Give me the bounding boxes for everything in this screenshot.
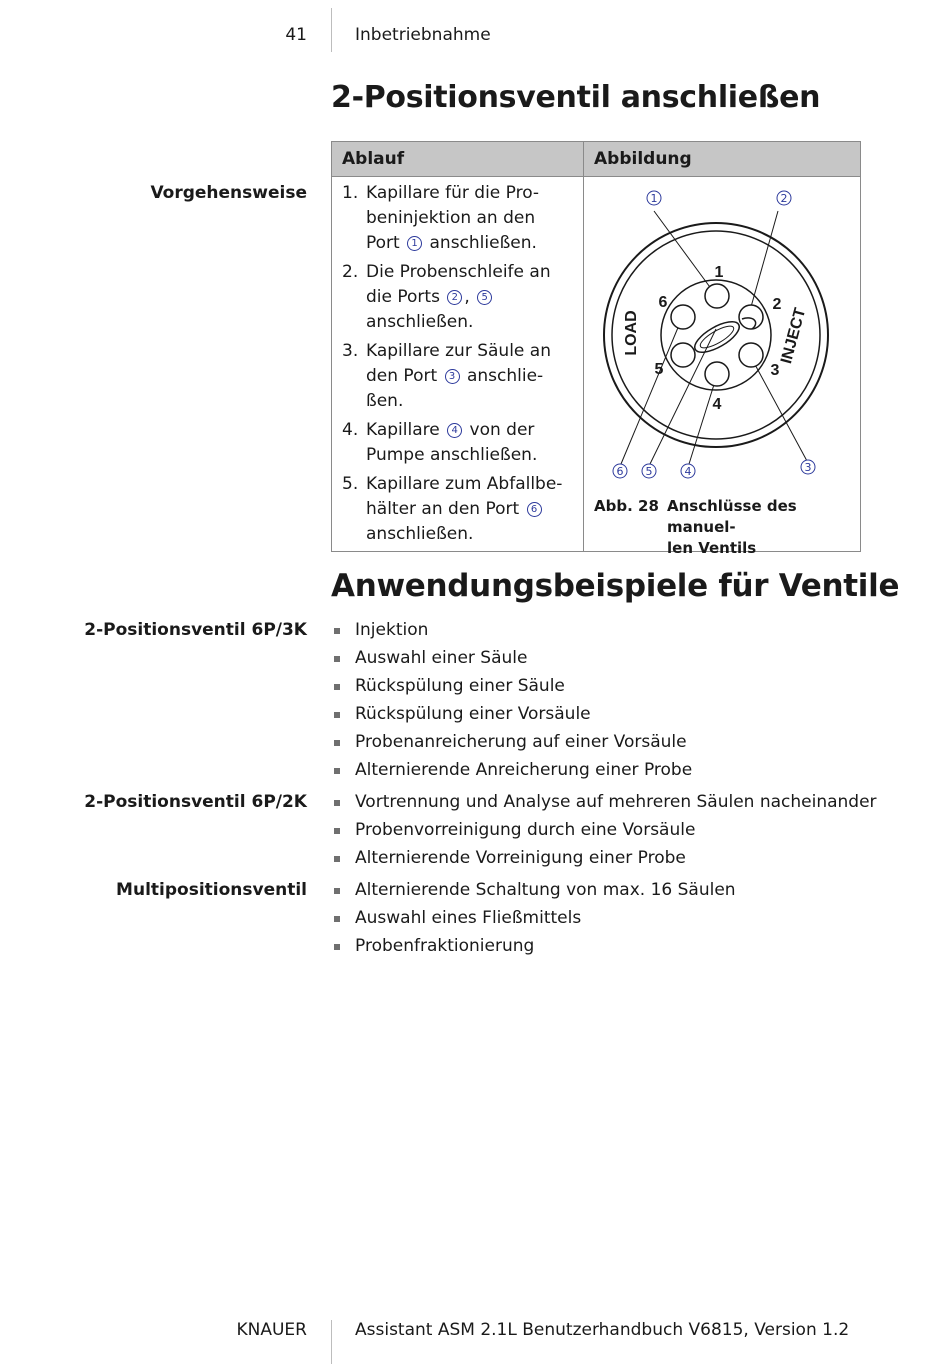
port-2 — [739, 305, 763, 329]
port-5 — [671, 343, 695, 367]
port-1 — [705, 284, 729, 308]
bullet-item: Auswahl einer Säule — [331, 644, 692, 672]
bullet-item: Probenvorreinigung durch eine Vorsäule — [331, 816, 877, 844]
callout-6: 6 — [616, 465, 624, 478]
port-3 — [739, 343, 763, 367]
callout-3: 3 — [804, 461, 812, 474]
procedure-table — [331, 141, 861, 557]
step-item — [342, 472, 583, 547]
bullet-item: Alternierende Anreicherung einer Probe — [331, 756, 692, 784]
port-6 — [671, 305, 695, 329]
step-item — [342, 418, 583, 468]
side-label-multiposition: Multipositionsventil — [116, 880, 307, 900]
column-header-steps: Ablauf — [332, 142, 584, 177]
load-label: LOAD — [623, 310, 640, 356]
bullet-item: Auswahl eines Fließmittels — [331, 904, 736, 932]
bullet-item: Alternierende Vorreinigung einer Probe — [331, 844, 877, 872]
bullet-item: Rückspülung einer Säule — [331, 672, 692, 700]
side-label-6p2k: 2-Positionsventil 6P/2K — [84, 792, 307, 812]
rotor-groove — [690, 316, 743, 358]
step-number: 4. — [342, 420, 359, 440]
bullet-item: Probenfraktionierung — [331, 932, 736, 960]
header-section-title: Inbetriebnahme — [355, 25, 491, 45]
bullet-list-6p3k — [331, 616, 692, 784]
port-label-5: 5 — [654, 361, 664, 378]
figure-caption — [594, 496, 860, 559]
step-item — [342, 260, 583, 335]
section-title-valve-connection: 2-Positionsventil anschließen — [331, 80, 821, 115]
side-label-6p3k: 2-Positionsventil 6P/3K — [84, 620, 307, 640]
figure-cell — [584, 177, 861, 557]
step-list — [332, 177, 583, 547]
step-text: Kapillare zur Säule an den Port 3 anschlie- ßen. — [366, 341, 551, 411]
footer-brand: KNAUER — [236, 1320, 307, 1340]
valve-diagram — [584, 177, 871, 497]
port-callout-circle: 2 — [447, 290, 462, 305]
step-number: 5. — [342, 474, 359, 494]
footer-divider — [331, 1320, 332, 1364]
step-item — [342, 181, 583, 256]
step-text: Kapillare zum Abfallbe- hälter an den Port 6 anschließen. — [366, 474, 563, 544]
step-text: Kapillare für die Pro- beninjektion an den Port 1 anschließen. — [366, 183, 540, 253]
bullet-list-6p2k — [331, 788, 877, 872]
bullet-item: Probenanreicherung auf einer Vorsäule — [331, 728, 692, 756]
inject-label: INJECT — [778, 306, 810, 366]
port-callout-circle: 4 — [447, 423, 462, 438]
step-number: 1. — [342, 183, 359, 203]
callout-2: 2 — [780, 192, 788, 205]
callout-5: 5 — [645, 465, 653, 478]
callout-1: 1 — [650, 192, 658, 205]
steps-cell — [332, 177, 584, 552]
bullet-list-multiposition — [331, 876, 736, 960]
caption-number: Abb. 28 — [594, 497, 659, 515]
bullet-item: Vortrennung und Analyse auf mehreren Säulen nacheinander — [331, 788, 877, 816]
footer-document-title: Assistant ASM 2.1L Benutzerhandbuch V6815, Version 1.2 — [355, 1320, 850, 1340]
port-callout-circle: 5 — [477, 290, 492, 305]
bullet-item: Injektion — [331, 616, 692, 644]
column-header-figure: Abbildung — [584, 142, 861, 177]
side-label-procedure: Vorgehensweise — [150, 183, 307, 203]
port-4 — [705, 362, 729, 386]
step-number: 3. — [342, 341, 359, 361]
port-label-1: 1 — [714, 264, 724, 281]
bullet-item: Rückspülung einer Vorsäule — [331, 700, 692, 728]
step-text: Kapillare 4 von der Pumpe anschließen. — [366, 420, 538, 465]
port-label-6: 6 — [658, 294, 668, 311]
port-callout-circle: 6 — [527, 502, 542, 517]
port-label-2: 2 — [772, 296, 782, 313]
port-label-4: 4 — [712, 396, 722, 413]
step-item — [342, 339, 583, 414]
page-number: 41 — [285, 25, 307, 45]
step-number: 2. — [342, 262, 359, 282]
section-title-valve-applications: Anwendungsbeispiele für Ventile — [331, 568, 900, 604]
bullet-item: Alternierende Schaltung von max. 16 Säulen — [331, 876, 736, 904]
step-text: Die Probenschleife an die Ports 2 , 5 anschließen. — [366, 262, 551, 332]
header-divider — [331, 8, 332, 52]
port-label-3: 3 — [770, 362, 780, 379]
caption-text: Anschlüsse des manuel- len Ventils — [667, 497, 797, 557]
port-callout-circle: 1 — [407, 236, 422, 251]
port-callout-circle: 3 — [445, 369, 460, 384]
callout-4: 4 — [684, 465, 692, 478]
